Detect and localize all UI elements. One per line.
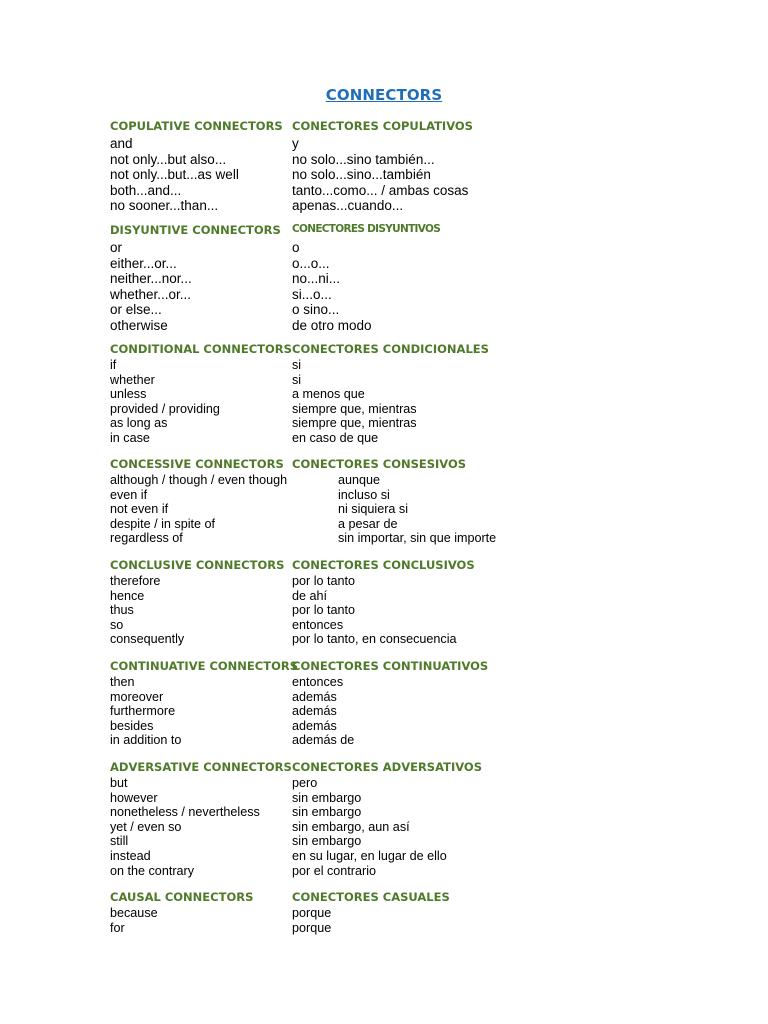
connector-es: aunque (338, 473, 381, 487)
connector-es: de otro modo (292, 317, 372, 333)
connector-row (0, 589, 768, 604)
connector-es: no...ni... (292, 271, 341, 286)
connector-en: nonetheless / nevertheless (110, 805, 260, 820)
connector-en: despite / in spite of (110, 516, 216, 531)
connector-es: o...o... (292, 255, 330, 271)
connector-en: although / though / even though (110, 473, 288, 487)
connector-en: however (110, 790, 158, 805)
section-header-es: CONECTORES COPULATIVOS (292, 119, 473, 133)
connector-en: not only...but also... (110, 151, 227, 167)
connector-es: por lo tanto (292, 574, 356, 588)
connector-list (0, 240, 768, 333)
connector-row (0, 704, 768, 719)
connector-es: a menos que (292, 387, 365, 402)
connector-row (0, 402, 768, 417)
connector-list (0, 906, 768, 935)
connector-row (0, 318, 768, 334)
connector-en: otherwise (110, 317, 168, 333)
connector-en: and (110, 136, 133, 151)
connector-row (0, 776, 768, 791)
connector-row (0, 864, 768, 879)
connector-es: o (292, 240, 300, 255)
connector-es: sin embargo (292, 834, 362, 849)
connector-row (0, 183, 768, 199)
connector-es: ni siquiera si (338, 502, 408, 517)
connector-en: unless (110, 387, 147, 402)
connector-es: por el contrario (292, 863, 376, 878)
connector-en: moreover (110, 689, 164, 704)
connector-row (0, 431, 768, 446)
connector-en: on the contrary (110, 863, 195, 878)
connector-en: still (110, 834, 129, 849)
connector-en: furthermore (110, 704, 176, 719)
connector-es: sin embargo (292, 790, 362, 805)
connector-row (0, 574, 768, 589)
section-header-es: CONECTORES CONDICIONALES (292, 342, 489, 356)
connector-en: regardless of (110, 531, 183, 546)
connector-en: whether (110, 372, 155, 387)
section-header-en: CONDITIONAL CONNECTORS (110, 342, 292, 356)
section-header-en: CAUSAL CONNECTORS (110, 890, 254, 904)
connector-en: both...and... (110, 182, 182, 198)
connector-es: por lo tanto, en consecuencia (292, 632, 457, 647)
connector-en: instead (110, 848, 151, 863)
connector-row (0, 921, 768, 936)
connector-row (0, 531, 768, 546)
connector-en: hence (110, 588, 145, 603)
section-header-en: CONCLUSIVE CONNECTORS (110, 558, 285, 572)
section-header-en: COPULATIVE CONNECTORS (110, 119, 283, 133)
section-header-es: CONECTORES CONSESIVOS (292, 457, 467, 471)
section-header-en: DISYUNTIVE CONNECTORS (110, 223, 281, 237)
connector-es: además (292, 704, 337, 719)
connector-en: in case (110, 430, 150, 445)
connector-row (0, 675, 768, 690)
connector-es: si (292, 358, 302, 372)
connector-es: sin importar, sin que importe (338, 531, 497, 546)
connector-en: not even if (110, 502, 169, 517)
connector-row (0, 603, 768, 618)
connector-es: en su lugar, en lugar de ello (292, 848, 447, 863)
connector-es: pero (292, 776, 318, 790)
connector-list (0, 136, 768, 214)
connector-en: not only...but...as well (110, 167, 239, 182)
section-header-en: CONCESSIVE CONNECTORS (110, 457, 284, 471)
connector-list (0, 776, 768, 878)
connector-en: whether...or... (110, 286, 192, 302)
connector-es: siempre que, mientras (292, 401, 417, 416)
connector-row (0, 719, 768, 734)
connector-row (0, 302, 768, 318)
connector-es: a pesar de (338, 516, 398, 531)
connector-es: incluso si (338, 487, 390, 502)
connector-row (0, 358, 768, 373)
connector-es: apenas...cuando... (292, 198, 404, 213)
connector-es: de ahí (292, 588, 328, 603)
connector-es: además de (292, 733, 355, 748)
connector-row (0, 906, 768, 921)
connector-en: because (110, 906, 158, 920)
connector-row (0, 152, 768, 168)
connector-en: therefore (110, 574, 161, 588)
connector-en: for (110, 920, 125, 935)
connector-en: yet / even so (110, 819, 182, 834)
connector-es: además (292, 718, 337, 733)
section-header-es: CONECTORES CONTINUATIVOS (292, 659, 489, 673)
connector-row (0, 849, 768, 864)
section-header-es: CONECTORES CASUALES (292, 890, 450, 904)
connector-en: in addition to (110, 733, 182, 748)
connector-row (0, 373, 768, 388)
connector-en: besides (110, 718, 154, 733)
section-header-es: CONECTORES CONCLUSIVOS (292, 558, 475, 572)
connector-es: entonces (292, 617, 344, 632)
connector-es: en caso de que (292, 430, 379, 445)
connector-list (0, 358, 768, 446)
connector-es: siempre que, mientras (292, 416, 417, 431)
connector-en: but (110, 776, 128, 790)
section-header-es: CONECTORES ADVERSATIVOS (292, 760, 482, 774)
connector-es: sin embargo (292, 805, 362, 820)
section-header-en: CONTINUATIVE CONNECTORS (110, 659, 298, 673)
connector-row (0, 517, 768, 532)
connector-row (0, 690, 768, 705)
connector-list (0, 675, 768, 748)
connector-en: either...or... (110, 255, 177, 271)
connector-en: or else... (110, 302, 162, 317)
connector-row (0, 240, 768, 256)
connector-row (0, 136, 768, 152)
connector-en: then (110, 675, 135, 689)
connector-row (0, 167, 768, 183)
connector-en: neither...nor... (110, 271, 192, 286)
connector-list (0, 473, 768, 546)
connector-es: si (292, 372, 302, 387)
connector-es: no solo...sino también... (292, 151, 435, 167)
connector-es: no solo...sino...también (292, 167, 431, 182)
connector-es: si...o... (292, 286, 332, 302)
connector-row (0, 198, 768, 214)
section-header-es: CONECTORES DISYUNTIVOS (292, 223, 441, 235)
connector-es: además (292, 689, 337, 704)
connector-row (0, 618, 768, 633)
connector-es: entonces (292, 675, 344, 689)
connector-row (0, 632, 768, 647)
connector-row (0, 820, 768, 835)
connector-en: if (110, 358, 117, 372)
section-header-en: ADVERSATIVE CONNECTORS (110, 760, 292, 774)
connector-en: or (110, 240, 123, 255)
connector-en: provided / providing (110, 401, 220, 416)
connector-es: y (292, 136, 299, 151)
connector-row (0, 473, 768, 488)
connector-es: porque (292, 920, 332, 935)
connector-es: por lo tanto (292, 603, 356, 618)
connector-en: thus (110, 603, 134, 618)
connector-row (0, 791, 768, 806)
connector-list (0, 574, 768, 647)
connector-en: consequently (110, 632, 185, 647)
connector-en: no sooner...than... (110, 198, 219, 213)
connector-row (0, 488, 768, 503)
connector-row (0, 387, 768, 402)
connector-row (0, 805, 768, 820)
connector-en: so (110, 617, 124, 632)
connector-es: porque (292, 906, 332, 920)
connector-es: tanto...como... / ambas cosas (292, 182, 469, 198)
connector-row (0, 271, 768, 287)
connector-en: even if (110, 487, 148, 502)
connector-row (0, 502, 768, 517)
connector-row (0, 416, 768, 431)
connector-es: o sino... (292, 302, 340, 317)
connector-row (0, 256, 768, 272)
connector-en: as long as (110, 416, 168, 431)
page-title: CONNECTORS (325, 86, 443, 104)
connector-row (0, 834, 768, 849)
connector-row (0, 287, 768, 303)
connector-row (0, 733, 768, 748)
connector-es: sin embargo, aun así (292, 819, 410, 834)
